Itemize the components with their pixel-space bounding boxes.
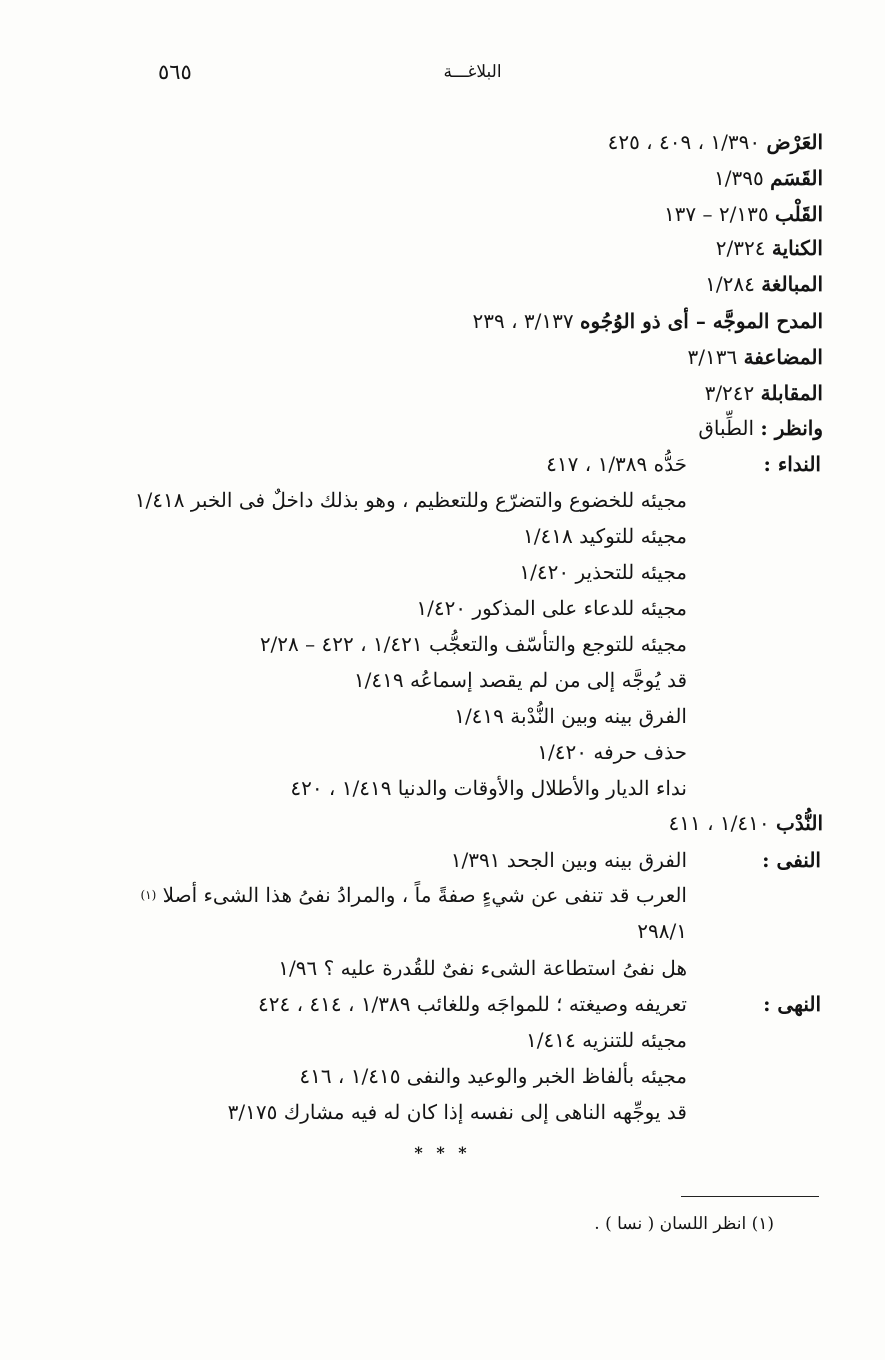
entry-term: المدح الموجَّه – أى ذو الوُجُوه: [580, 309, 823, 333]
sub-entry: تعريفه وصيغته ؛ للمواجَه وللغائب ١/٣٨٩ ، ٤١٤ ، ٤٢٤: [258, 992, 687, 1016]
entry-term: القَسَم: [770, 166, 823, 190]
section-label-nafy: النفى :: [762, 848, 821, 872]
index-entry: [705, 376, 823, 410]
running-header-title: البلاغـــة: [443, 62, 502, 82]
sub-entry: مجيئه بألفاظ الخبر والوعيد والنفى ١/٤١٥ ، ٤١٦: [299, 1064, 687, 1088]
entry-ref: ١/٣٩٠ ، ٤٠٩ ، ٤٢٥: [607, 130, 761, 154]
entry-term: المضاعفة: [743, 345, 823, 369]
sub-entry: نداء الديار والأطلال والأوقات والدنيا ١/٤١٩ ، ٤٢٠: [290, 776, 687, 800]
entry-ref: ٢/٣٢٤: [715, 236, 766, 260]
index-entry: [714, 161, 823, 195]
index-entry: [664, 197, 823, 231]
index-entry: [705, 267, 823, 301]
entry-ref: ٢/١٣٥ – ١٣٧: [663, 202, 769, 226]
sub-entry: مجيئه للتوكيد ١/٤١٨: [523, 524, 687, 548]
sub-entry: مجيئه للتوجع والتأسّف والتعجُّب ١/٤٢١ ، ٤٢٢ – ٢/٢٨: [259, 632, 687, 656]
sub-entry: قد يوجِّهه الناهى إلى نفسه إذا كان له فيه مشارك ٣/١٧٥: [227, 1100, 687, 1124]
sub-entry-text: العرب قد تنفى عن شيءٍ صفةً ماً ، والمرادُ نفىُ هذا الشىء أصلا: [162, 883, 687, 907]
footnote-marker: (١): [140, 888, 157, 902]
entry-ref: ١/٢٨٤: [705, 272, 755, 296]
sub-entry: مجيئه للخضوع والتضرّع وللتعظيم ، وهو بذلك داخلٌ فى الخبر ١/٤١٨: [134, 488, 687, 512]
entry-term: المقابلة: [760, 381, 823, 405]
sub-entry: الفرق بينه وبين الجحد ١/٣٩١: [450, 848, 687, 872]
footnote: (١) انظر اللسان ( نسا ) .: [594, 1214, 774, 1234]
index-entry: [473, 304, 823, 338]
entry-term: القَلْب: [774, 202, 823, 226]
entry-term: الكناية: [771, 236, 823, 260]
entry-ref: الطِّباق: [698, 416, 755, 440]
sub-entry: [140, 878, 687, 912]
sub-entry: حَدُّه ١/٣٨٩ ، ٤١٧: [546, 452, 687, 476]
index-entry: [669, 806, 824, 840]
entry-term: النُّدْب: [775, 811, 823, 835]
section-label-nida: النداء :: [763, 452, 821, 476]
sub-entry: مجيئه للتنزيه ١/٤١٤: [526, 1028, 687, 1052]
sub-entry: الفرق بينه وبين النُّدْبة ١/٤١٩: [454, 704, 687, 728]
index-entry: [608, 125, 823, 159]
entry-ref: ١/٤١٠ ، ٤١١: [668, 811, 770, 835]
index-entry: [716, 231, 823, 265]
section-separator: * * *: [414, 1143, 471, 1162]
sub-entry: هل نفىُ استطاعة الشىء نفىٌ للقُدرة عليه ؟ ١/٩٦: [278, 956, 687, 980]
entry-ref: ٣/٢٤٢: [704, 381, 755, 405]
entry-ref: ٣/١٣٧ ، ٢٣٩: [472, 309, 574, 333]
entry-term: وانظر :: [760, 416, 823, 440]
section-label-nahy: النهى :: [763, 992, 821, 1016]
footnote-rule: [681, 1196, 819, 1197]
sub-entry: قد يُوجَّه إلى من لم يقصد إسماعُه ١/٤١٩: [353, 668, 687, 692]
index-entry: [687, 340, 823, 374]
sub-entry: مجيئه للتحذير ١/٤٢٠: [519, 560, 687, 584]
entry-term: العَرْض: [766, 130, 823, 154]
sub-entry: حذف حرفه ١/٤٢٠: [537, 740, 687, 764]
sub-entry-continuation: ٢٩٨/١: [637, 919, 687, 943]
entry-ref: ١/٣٩٥: [714, 166, 764, 190]
entry-term: المبالغة: [761, 272, 823, 296]
page-number: ٥٦٥: [158, 60, 192, 84]
entry-ref: ٣/١٣٦: [687, 345, 738, 369]
sub-entry: مجيئه للدعاء على المذكور ١/٤٢٠: [416, 596, 687, 620]
index-entry: [698, 411, 823, 445]
